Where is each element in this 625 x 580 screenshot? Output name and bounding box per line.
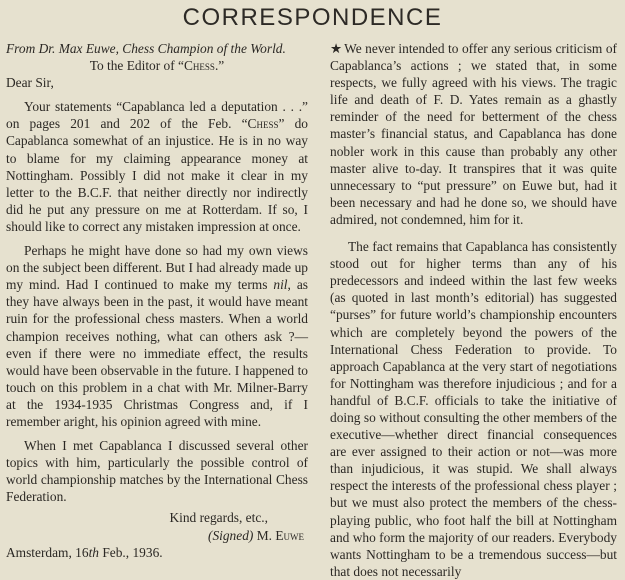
to-mag: Chess bbox=[184, 58, 215, 74]
p1-a: Your statements “Capablanca led a deputation . . .” on pages 201 and 202 of the Feb. “ bbox=[6, 99, 308, 132]
signed-label: (Signed) bbox=[207, 527, 254, 543]
letter-to bbox=[6, 57, 308, 74]
page-title: CORRESPONDENCE bbox=[182, 4, 443, 31]
from-title: Chess Champion of the World. bbox=[122, 41, 286, 56]
reply-column bbox=[330, 40, 617, 580]
closing: Kind regards, etc., bbox=[169, 510, 268, 526]
letter-paragraph-2 bbox=[6, 242, 308, 430]
reply-p1-text: We never intended to offer any serious criticism of Capablanca’s actions ; we stated that, in some respects, we fully agreed with his views. The tragic life and death of F. D. Yates remain as a ghastly reminder of the need for betterment of the chess master’s financial status, and Capablanca has done nobler work in this cause than probably any other master alive to-day. It transpires that it was quite unnecessary to “put pressure” on Euwe but, had it been necessary and had he done so, we should have admired, not condemned, him for it. bbox=[330, 41, 617, 227]
p2-a: Perhaps he might have done so had my own views on the subject been different. But I had already made up my mind. Had I continued to make my terms bbox=[6, 243, 308, 293]
salutation: Dear Sir, bbox=[6, 75, 54, 91]
from-prefix: From Dr. Max Euwe, bbox=[6, 41, 123, 56]
to-suffix: .” bbox=[214, 58, 225, 74]
p2-b: , as they have always been in the past, it would have meant ruin for the professional chess masters. When a world champion receives nothing, what can others ask ?—even if there were no immediate effect, the results would have been observable in the future. I happened to touch on this problem in a chat with Mr. Milner-Barry at the 1934-1935 Christmas Congress and, if I remember aright, his opinion agreed with mine. bbox=[6, 277, 308, 429]
p2-nil: nil bbox=[273, 277, 288, 293]
to-prefix: To the Editor of “ bbox=[89, 58, 184, 74]
letter-column bbox=[6, 40, 308, 561]
reply-paragraph-1 bbox=[330, 40, 617, 228]
reply-paragraph-2: The fact remains that Capablanca has consistently stood out for higher terms than any of his predecessors and indeed within the last few weeks (as quoted in last month’s editorial) has suggested “purses” for future world’s championship encounters which are completely beyond the powers of the International Chess Federation to provide. To approach Capablanca at the very start of negotiations for Nottingham was therefore injudicious ; and for a handful of B.C.F. officials to take the initiative of doing so without consulting the other members of the executive—whether direct financial consequences are ever assigned to their action or not—was more than injudicious, it was stupid. We shall always respect the interests of the professional chess player ; but we must also protect the members of the chess-playing public, who foot half the bill at Nottingham and who form the majority of our readers. Everybody wants Nottingham to be a tremendous success—but that does not necessarily bbox=[330, 239, 617, 579]
signed-name: M. Euwe bbox=[256, 527, 304, 543]
place-month: Feb. bbox=[98, 544, 126, 560]
letter-place-date bbox=[6, 544, 308, 561]
signature bbox=[6, 527, 308, 544]
place-year: , 1936. bbox=[125, 544, 163, 560]
p1-b: ” do Capablanca somewhat of an injustice. He is in no way to blame for my claiming appearance money at Nottingham. Possibly I did not make it clear in my letter to the B.C.F. that neither directly nor indirectly did he put any pressure on me at Rotterdam. If so, I should like to correct any mistaken impression at once. bbox=[6, 116, 308, 234]
letter-from bbox=[6, 40, 308, 57]
place-th: th bbox=[88, 544, 99, 560]
p1-mag: Chess bbox=[247, 116, 279, 132]
place-prefix: Amsterdam, 16 bbox=[6, 544, 89, 560]
letter-paragraph-1 bbox=[6, 98, 308, 235]
letter-paragraph-3: When I met Capablanca I discussed several other topics with him, particularly the possible control of world championship matches by the International Chess Federation. bbox=[6, 438, 308, 505]
star-icon: ★ bbox=[330, 41, 343, 56]
